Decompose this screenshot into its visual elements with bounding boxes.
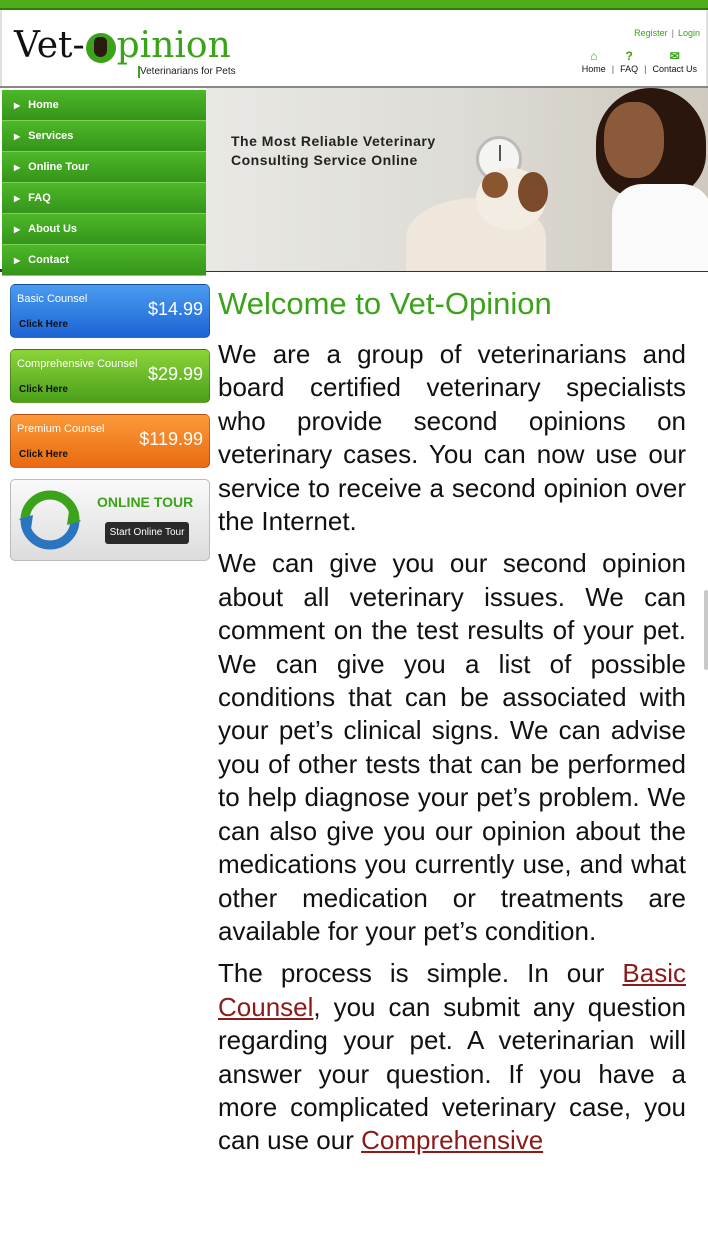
comprehensive-counsel-button[interactable]: Comprehensive Counsel $29.99 Click Here xyxy=(10,349,210,403)
register-link[interactable]: Register xyxy=(634,28,668,38)
page-title: Welcome to Vet-Opinion xyxy=(218,286,552,321)
account-links: Register | Login xyxy=(634,28,700,38)
home-link[interactable]: ⌂ Home xyxy=(581,49,606,74)
nav-banner-row xyxy=(0,86,708,272)
triangle-right-icon: ▶ xyxy=(14,100,21,110)
veterinarian-photo xyxy=(556,88,708,271)
logo-tagline: Veterinarians for Pets xyxy=(140,66,236,77)
site-header xyxy=(0,10,708,86)
dog-illustration xyxy=(406,158,566,271)
online-tour-title: ONLINE TOUR xyxy=(97,494,194,510)
plan-price: $29.99 xyxy=(147,364,203,384)
triangle-right-icon: ▶ xyxy=(14,255,21,265)
sidebar xyxy=(10,284,210,561)
page-scrollbar[interactable] xyxy=(704,590,708,670)
hero-banner xyxy=(206,88,708,271)
plan-price: $14.99 xyxy=(147,299,203,319)
start-online-tour-button[interactable]: Start Online Tour xyxy=(105,522,189,544)
utility-links: ⌂ Home | ? FAQ | ✉ Contact Us xyxy=(579,50,700,74)
click-here-label: Click Here xyxy=(19,449,68,460)
basic-counsel-button[interactable]: Basic Counsel $14.99 Click Here xyxy=(10,284,210,338)
triangle-right-icon: ▶ xyxy=(14,193,21,203)
top-accent-bar xyxy=(0,0,708,10)
refresh-arrows-icon xyxy=(17,487,83,553)
intro-paragraph: We are a group of veterinarians and board certified veterinary specialists who provide second opinions on veterinary cases. You can now use our service to receive a second opinion over the Internet. xyxy=(218,339,686,537)
triangle-right-icon: ▶ xyxy=(14,162,21,172)
triangle-right-icon: ▶ xyxy=(14,224,21,234)
nav-item-online-tour[interactable]: ▶ Online Tour xyxy=(2,152,206,183)
services-paragraph: We can give you our second opinion about all veterinary issues. We can comment on the test results of your pet. We can give you a list of possible conditions that can be associated with your pet’s clinical signs. We can advise you of other tests that can be performed to help diagnose your pet’s problem. We can also give you our opinion about the medications you currently use, and what other medication or treatments are available for your pet’s condition. xyxy=(218,548,686,946)
contact-link[interactable]: ✉ Contact Us xyxy=(652,49,697,74)
comprehensive-link[interactable]: Comprehensive xyxy=(361,1125,544,1156)
question-icon: ? xyxy=(625,49,633,63)
process-paragraph: The process is simple. In our Basic Counsel, you can submit any question regarding your pet. A veterinarian will answer your question. If you have a more complicated veterinary case, you can use our Comprehensive xyxy=(218,958,686,1156)
dog-logo-icon xyxy=(86,33,116,63)
nav-item-about-us[interactable]: ▶ About Us xyxy=(2,214,206,245)
main-nav xyxy=(2,90,206,270)
faq-link[interactable]: ? FAQ xyxy=(620,49,639,74)
click-here-label: Click Here xyxy=(19,384,68,395)
login-link[interactable]: Login xyxy=(677,28,700,38)
site-logo[interactable] xyxy=(14,26,254,78)
logo-wordmark: Vet- pinion xyxy=(14,25,231,66)
main-content xyxy=(218,284,686,1167)
home-icon: ⌂ xyxy=(590,49,598,63)
plan-price: $119.99 xyxy=(139,429,203,449)
premium-counsel-button[interactable]: Premium Counsel $119.99 Click Here xyxy=(10,414,210,468)
basic-counsel-link[interactable]: Basic Counsel xyxy=(218,958,686,1022)
online-tour-panel[interactable] xyxy=(10,479,210,561)
envelope-icon: ✉ xyxy=(669,49,680,63)
nav-item-services[interactable]: ▶ Services xyxy=(2,121,206,152)
click-here-label: Click Here xyxy=(19,319,68,330)
banner-slogan: The Most Reliable Veterinary Consulting Service Online xyxy=(231,133,436,168)
nav-item-faq[interactable]: ▶ FAQ xyxy=(2,183,206,214)
triangle-right-icon: ▶ xyxy=(14,131,21,141)
nav-item-home[interactable]: ▶ Home xyxy=(2,90,206,121)
nav-item-contact[interactable]: ▶ Contact xyxy=(2,245,206,276)
